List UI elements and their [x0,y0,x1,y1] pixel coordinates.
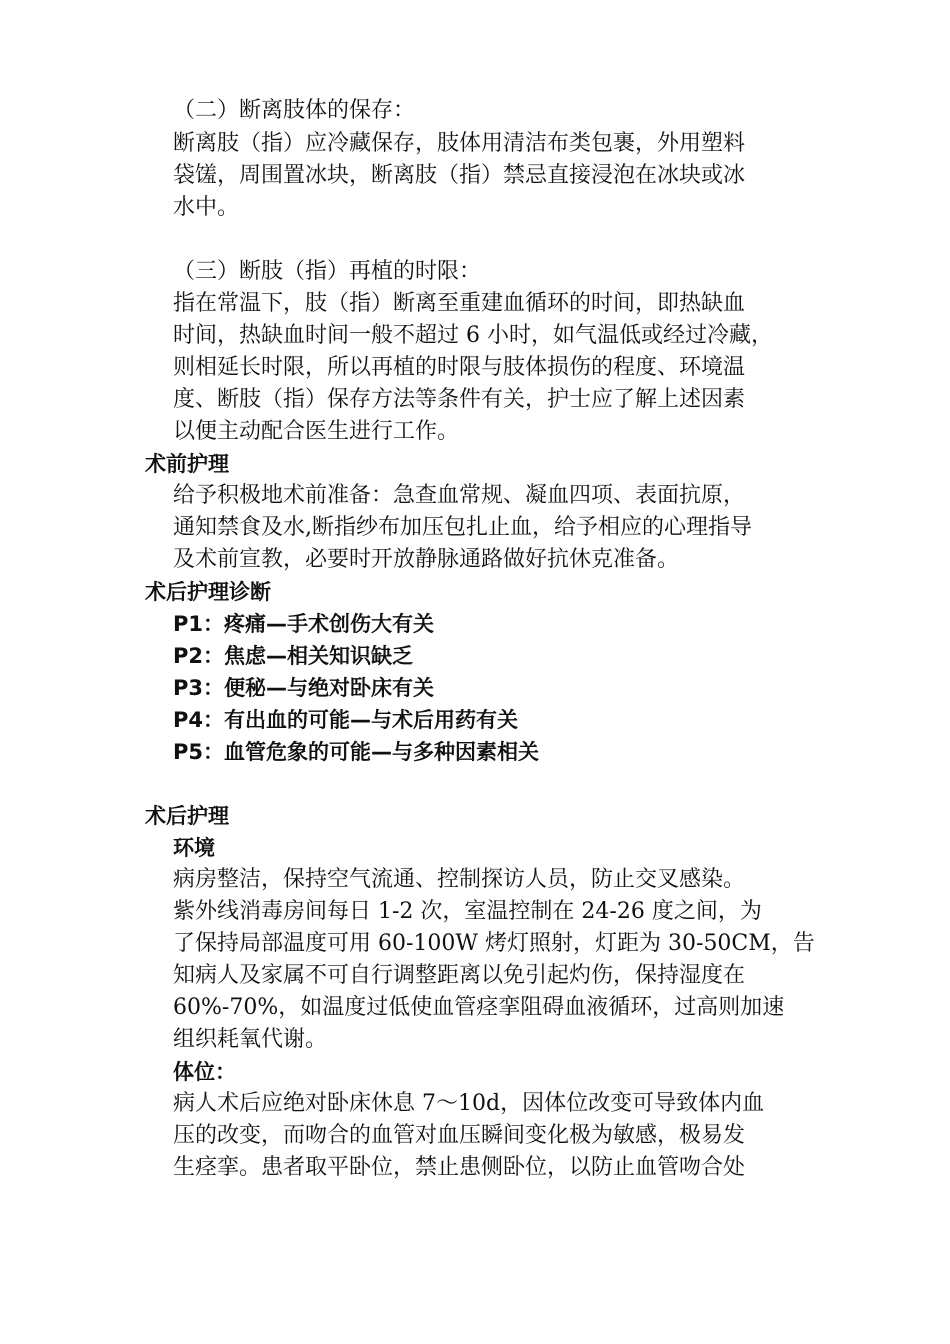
paragraph-line: 以便主动配合医生进行工作。 [173,419,460,444]
paragraph-line: 病房整洁，保持空气流通、控制探访人员，防止交叉感染。 [173,867,746,892]
paragraph-line: 60%-70%，如温度过低使血管痉挛阻碍血液循环，过高则加速 [173,995,785,1020]
paragraph-line: 通知禁食及水,断指纱布加压包扎止血，给予相应的心理指导 [173,515,752,540]
position-subheading: 体位： [173,1060,236,1084]
diagnosis-heading: 术后护理诊断 [145,580,271,604]
paragraph-line: 度、断肢（指）保存方法等条件有关，护士应了解上述因素 [173,387,746,412]
preop-heading: 术前护理 [145,452,229,476]
paragraph-line: 则相延长时限，所以再植的时限与肢体损伤的程度、环境温 [173,355,746,380]
diagnosis-item: P4：有出血的可能—与术后用药有关 [173,708,519,732]
paragraph-line: 生痉挛。患者取平卧位，禁止患侧卧位，以防止血管吻合处 [173,1155,746,1180]
diagnosis-item: P5：血管危象的可能—与多种因素相关 [173,740,540,764]
paragraph-line: 组织耗氧代谢。 [173,1027,328,1052]
postop-heading: 术后护理 [145,804,229,828]
paragraph-line: 给予积极地术前准备：急查血常规、凝血四项、表面抗原， [173,483,746,508]
diagnosis-item: P2：焦虑—相关知识缺乏 [173,644,414,668]
paragraph-line: 紫外线消毒房间每日 1-2 次，室温控制在 24-26 度之间，为 [173,899,762,924]
section-heading: （二）断离肢体的保存： [173,98,416,123]
paragraph-line: 病人术后应绝对卧床休息 7～10d，因体位改变可导致体内血 [173,1091,765,1116]
paragraph-line: 了保持局部温度可用 60-100W 烤灯照射，灯距为 30-50CM，告 [173,931,815,956]
diagnosis-item: P3：便秘—与绝对卧床有关 [173,676,435,700]
paragraph-line: 时间，热缺血时间一般不超过 6 小时，如气温低或经过冷藏， [173,323,773,348]
paragraph-line: 压的改变，而吻合的血管对血压瞬间变化极为敏感，极易发 [173,1123,746,1148]
paragraph-line: 袋馐，周围置冰块，断离肢（指）禁忌直接浸泡在冰块或冰 [173,163,746,188]
environment-subheading: 环境 [173,836,215,860]
paragraph-line: 断离肢（指）应冷藏保存，肢体用清洁布类包裹，外用塑料 [173,131,746,156]
paragraph-line: 及术前宣教，必要时开放静脉通路做好抗休克准备。 [173,547,680,572]
paragraph-line: 知病人及家属不可自行调整距离以免引起灼伤，保持湿度在 [173,963,746,988]
diagnosis-item: P1：疼痛—手术创伤大有关 [173,612,435,636]
section-heading: （三）断肢（指）再植的时限： [173,259,482,284]
paragraph-line: 水中。 [173,195,240,220]
paragraph-line: 指在常温下，肢（指）断离至重建血循环的时间，即热缺血 [173,291,746,316]
